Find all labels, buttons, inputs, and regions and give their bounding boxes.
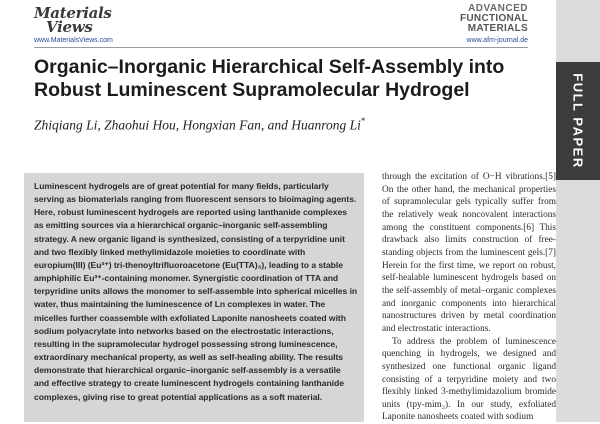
publisher-logo-line2: Views xyxy=(46,18,93,36)
journal-logo-line1: ADVANCED xyxy=(468,3,528,14)
journal-logo-line2: FUNCTIONAL xyxy=(460,13,528,24)
side-tab-label-block xyxy=(556,62,600,180)
journal-logo-line3: MATERIALS xyxy=(467,23,528,34)
publisher-logo xyxy=(34,6,112,34)
side-tab-label: FULL PAPER xyxy=(570,73,586,169)
corresponding-author-mark: * xyxy=(360,116,366,126)
article-title: Organic–Inorganic Hierarchical Self-Assembly into Robust Luminescent Supramolecular Hydrogel xyxy=(34,56,505,101)
body-column xyxy=(382,171,556,424)
side-tab xyxy=(556,0,600,422)
publisher-url[interactable]: www.MaterialsViews.com xyxy=(34,37,113,44)
body-paragraph: through the excitation of O−H vibrations.[5] On the other hand, the mechanical properties of supramolecular gels typically suffer from the relatively weak noncovalent interactions among the constituent components.[6] This drawback also limits construction of free-standing objects from the luminescent gels.[7] Herein for the first time, we report on robust, self-healable luminescent hydrogels based on the self-assembly of metal–organic complexes and inorganic components into hierarchical nanostructures driven by metal coordination and electrostatic interactions. xyxy=(382,172,556,334)
author-list: Zhiqiang Li, Zhaohui Hou, Hongxian Fan, and Huanrong Li xyxy=(34,117,361,133)
article-authors xyxy=(34,116,365,134)
body-paragraph: To address the problem of luminescence quenching in hydrogels, we designed and synthesized one functional organic ligand consisting of a terpyridine moiety and two flexibly linked 3-methylimidazolium bromide units (tpy-mim₂). In our study, exfoliated Laponite nanosheets coated with sodium xyxy=(382,336,556,423)
header-divider xyxy=(34,47,528,48)
abstract-text: Luminescent hydrogels are of great potential for many fields, particularly serving as biomaterials ranging from fluorescent sensors to bioimaging agents. Here, robust luminescent hydrogels are reported using lanthanide complexes as emitting sources via a hierarchical organic–inorganic self-assembling strategy. A new organic ligand is synthesized, consisting of a terpyridine unit and two flexibly linked methylimidazole moieties to coordinate with europium(III) (Eu³⁺) tri-thenoyltrifluoroacetone (Eu(TTA)₃), leading to a stable amphiphilic Eu³⁺-containing monomer. Synergistic coordination of TTA and terpyridine units allows the monomer to self-assemble into spherical micelles in water, thus maintaining the luminescence of Ln complexes in water. The micelles further coassemble with exfoliated Laponite nanosheets coated with sodium polyacrylate into networks based on the electrostatic interactions, resulting in the supramolecular hydrogel possessing strong luminescence, extraordinary mechanical property, as well as self-healing ability. The results demonstrate that hierarchical organic–inorganic self-assembly is a versatile and effective strategy to create luminescent hydrogels containing lanthanide complexes, giving rise to great potential applications as a soft material. xyxy=(34,181,358,402)
publisher-logo-line1: Materials xyxy=(34,4,112,22)
journal-logo xyxy=(460,4,528,34)
journal-url[interactable]: www.afm-journal.de xyxy=(466,37,528,44)
